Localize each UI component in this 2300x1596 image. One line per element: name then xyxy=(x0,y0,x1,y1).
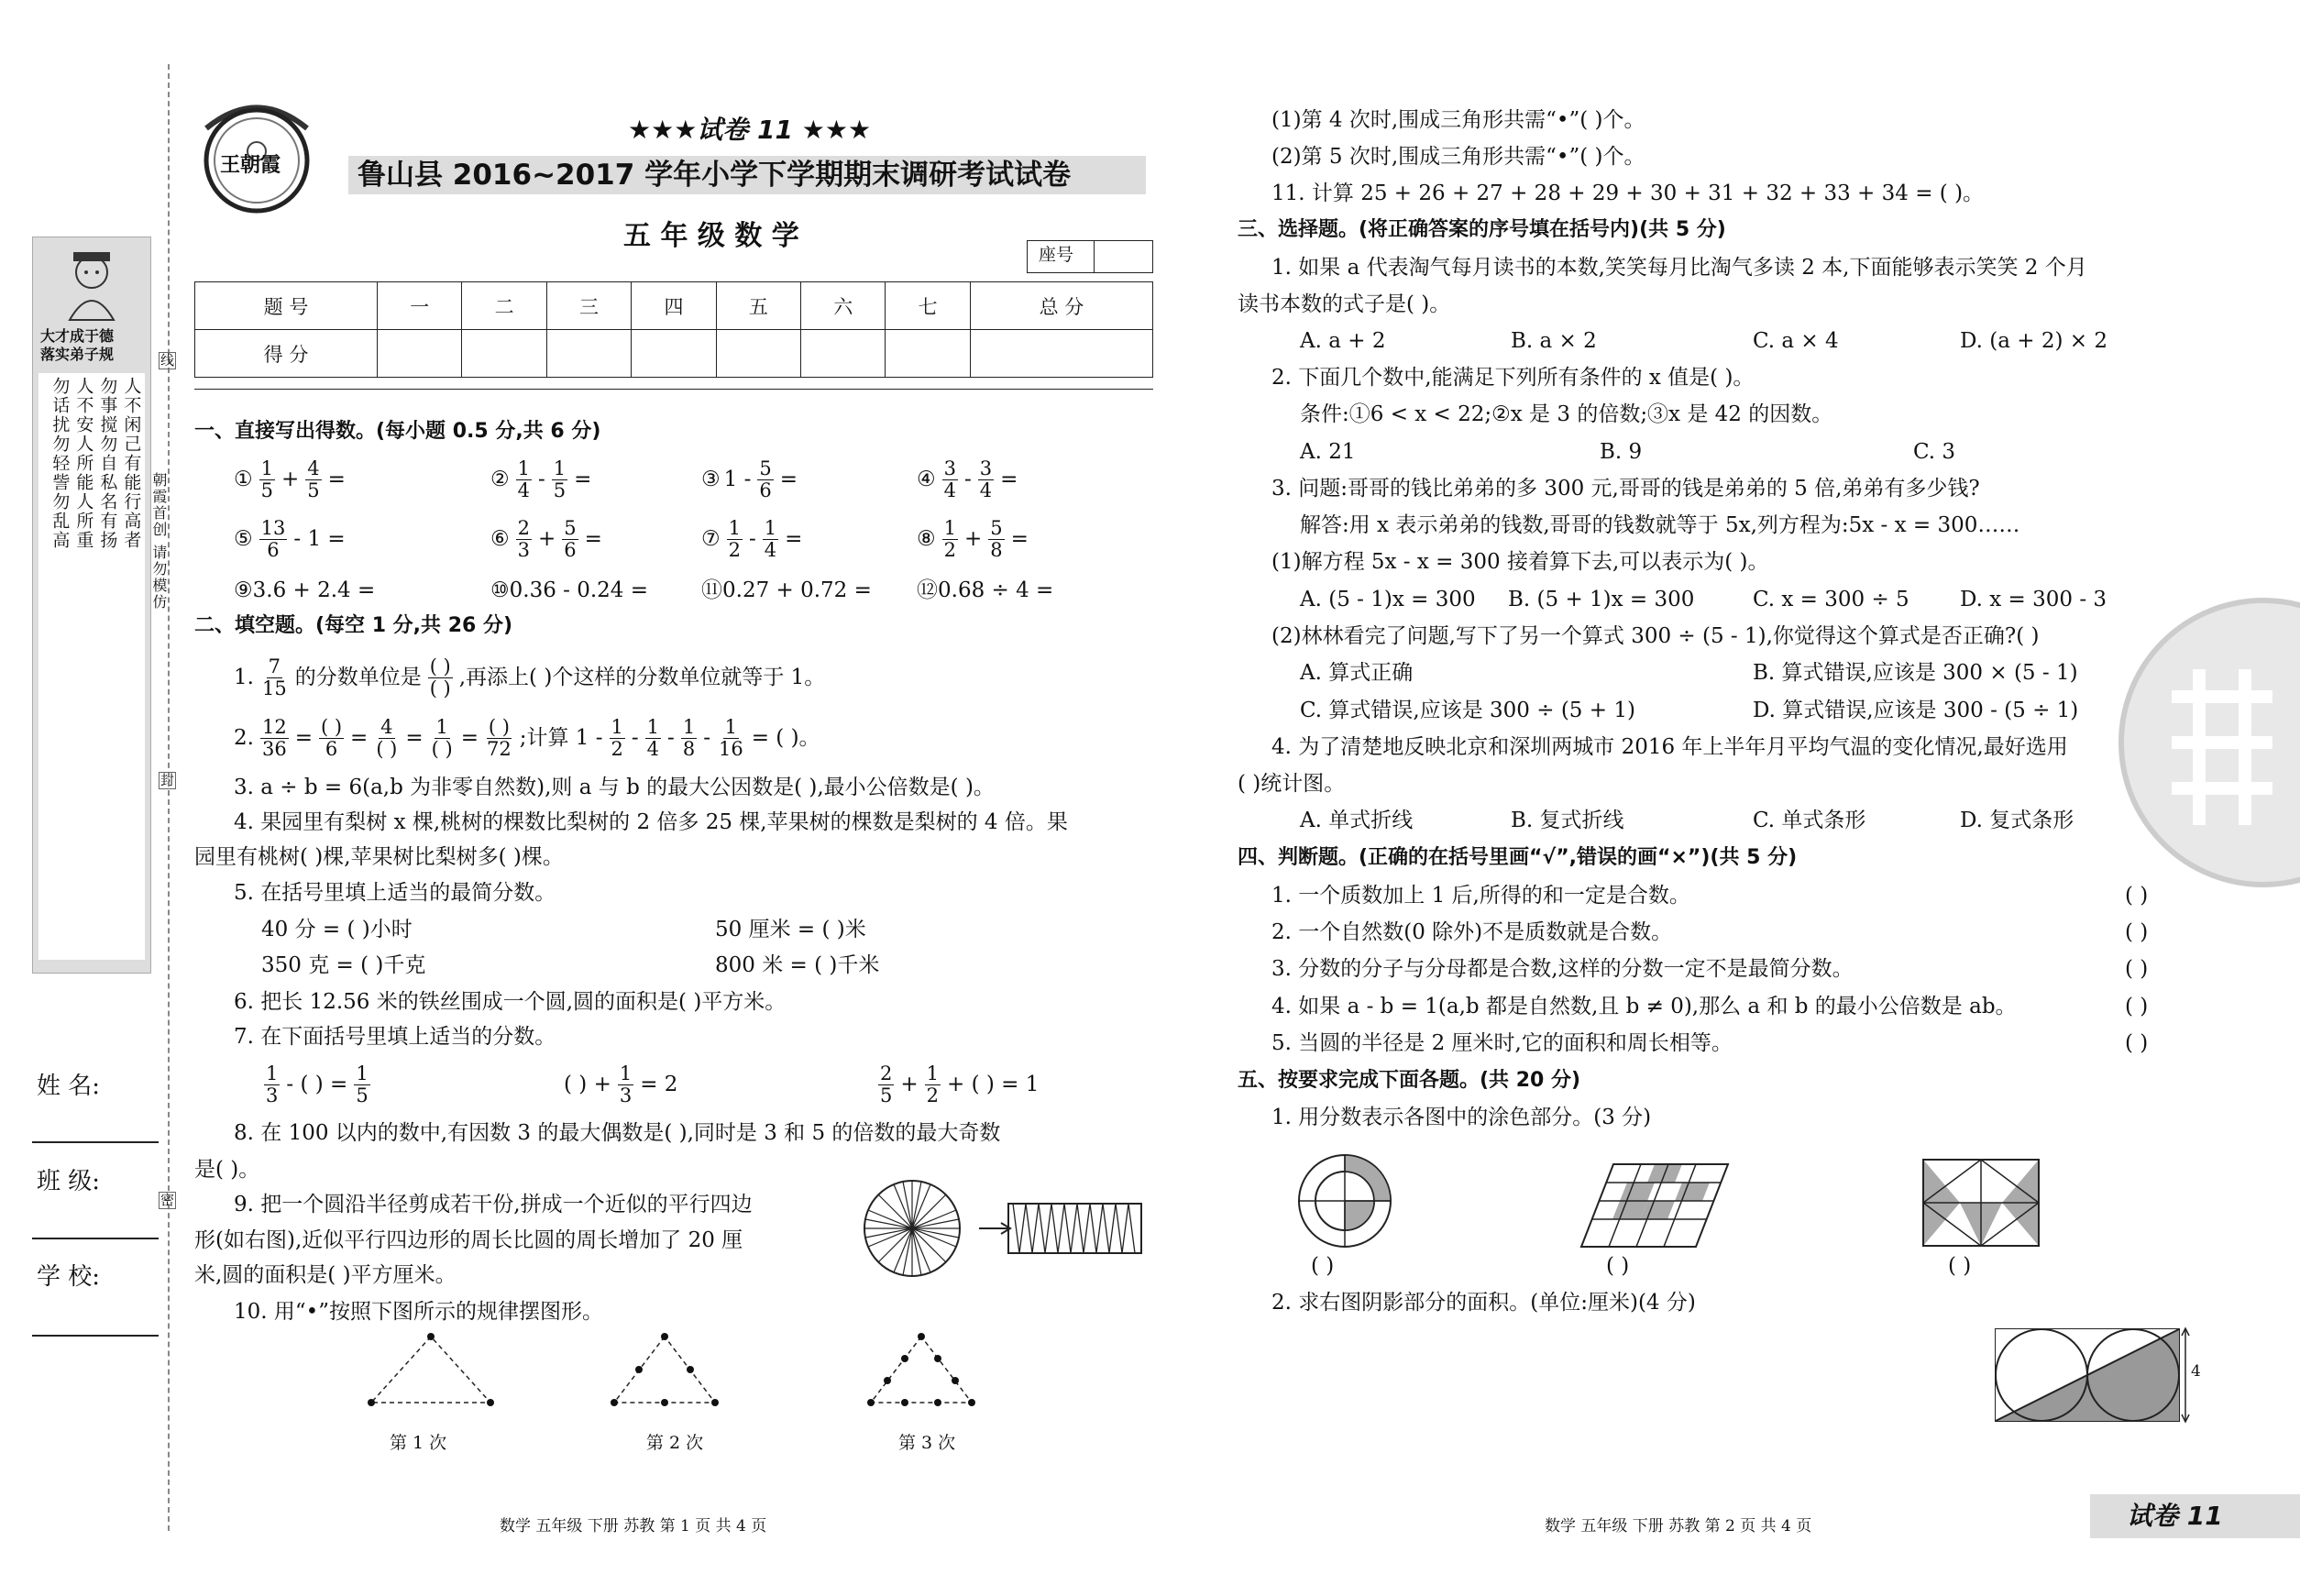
section-4-title: 四、判断题。(正确的在括号里画“√”,错误的画“×”)(共 5 分) xyxy=(1238,846,1798,869)
shaded-grid-figure xyxy=(1577,1160,1733,1251)
paper-tag: ★★★试卷 11 ★★★ xyxy=(628,115,872,145)
subject-title: 五 年 级 数 学 xyxy=(623,220,799,252)
pattern-label-2: 第 2 次 xyxy=(646,1433,704,1453)
score-row-label: 得 分 xyxy=(195,330,378,378)
name-line[interactable] xyxy=(32,1141,159,1143)
choice-q2-c: C. 3 xyxy=(1913,440,1956,464)
right-q10-2: (2)第 5 次时,围成三角形共需“•”( )个。 xyxy=(1271,145,1645,169)
calc-5: ⑤ $\frac{13}{6}$ - 1 = xyxy=(234,517,346,562)
choice-q1-b: B. a × 2 xyxy=(1511,329,1597,353)
choice-q3-sub1-c: C. x = 300 ÷ 5 xyxy=(1753,588,1909,611)
score-cell[interactable] xyxy=(632,330,716,378)
shaded-double-circle-figure xyxy=(1991,1325,2202,1425)
calc-12: ⑫0.68 ÷ 4 = xyxy=(917,578,1054,602)
dizigui-col-1: 人不闲己有能行高者 xyxy=(121,377,142,550)
choice-q3-sub1-a: A. (5 - 1)x = 300 xyxy=(1300,588,1476,611)
dizigui-col-4: 勿话扰勿轻訾勿乱高 xyxy=(50,377,71,550)
choice-q3-sub1-b: B. (5 + 1)x = 300 xyxy=(1508,588,1695,611)
judge-q2: 2. 一个自然数(0 除外)不是质数就是合数。 xyxy=(1271,920,1673,944)
margin-mark-seal: 封 xyxy=(160,772,175,788)
choice-q1-c: C. a × 4 xyxy=(1753,329,1839,353)
fill-q7-c: $\frac{2}{5}$ + $\frac{1}{2}$ + ( ) = 1 xyxy=(880,1062,1040,1107)
fig-answer-2[interactable]: ( ) xyxy=(1606,1254,1630,1278)
score-cell[interactable] xyxy=(970,330,1152,378)
motto-line-2: 落实弟子规 xyxy=(40,346,115,363)
task-q1: 1. 用分数表示各图中的涂色部分。(3 分) xyxy=(1271,1106,1652,1129)
calc-4: ④ $\frac{3}{4}$ - $\frac{3}{4}$ = xyxy=(917,457,1018,502)
class-label: 班 级: xyxy=(37,1168,101,1195)
shaded-square-figure xyxy=(1919,1155,2043,1250)
dashed-binding-line xyxy=(168,64,170,1531)
exam-title: 鲁山县 2016~2017 学年小学下学期期末调研考试试卷 xyxy=(358,159,1072,192)
shaded-circle-figure xyxy=(1294,1150,1395,1251)
score-cell[interactable] xyxy=(378,330,462,378)
score-header: 七 xyxy=(886,282,970,330)
fill-q2: 2. $\frac{12}{36}$ = $\frac{( )}{6}$ = $\frac{4}{( )}$ = $\frac{1}{( )}$ = $\frac{( )}{72}$ ;计算 1 - $\frac{1}{2}$ - $\frac{1}{4}$ - $\frac{1}{8}$ - $\frac{1}{16}$ = ( )。 xyxy=(234,716,820,761)
calc-3: ③ 1 - $\frac{5}{6}$ = xyxy=(701,457,798,502)
dizigui-col-3: 人不安人所能人所重 xyxy=(73,377,94,550)
seat-box[interactable] xyxy=(1027,240,1153,273)
score-cell[interactable] xyxy=(462,330,546,378)
fill-q5-d: 800 米 = ( )千米 xyxy=(715,953,880,977)
choice-q4-d: D. 复式条形 xyxy=(1960,809,2074,832)
scholar-illustration xyxy=(33,245,150,327)
choice-q3-sub2-a: A. 算式正确 xyxy=(1300,661,1414,685)
choice-q3-sub1: (1)解方程 5x - x = 300 接着算下去,可以表示为( )。 xyxy=(1271,550,1769,574)
fill-q5-c: 350 克 = ( )千克 xyxy=(261,953,426,977)
header-divider xyxy=(194,389,1153,390)
section-5-title: 五、按要求完成下面各题。(共 20 分) xyxy=(1238,1069,1581,1092)
fill-q5-a: 40 分 = ( )小时 xyxy=(261,918,413,941)
score-header: 二 xyxy=(462,282,546,330)
circle-to-parallelogram-figure xyxy=(862,1178,1146,1279)
calc-9: ⑨3.6 + 2.4 = xyxy=(234,578,376,602)
watermark-seal xyxy=(2117,596,2300,889)
choice-q3-sub2-c: C. 算式错误,应该是 300 ÷ (5 + 1) xyxy=(1300,699,1635,722)
choice-q1-line1: 1. 如果 a 代表淘气每月读书的本数,笑笑每月比淘气多读 2 本,下面能够表示笑笑 2 个月 xyxy=(1271,256,2087,280)
calc-1: ① $\frac{1}{5}$ + $\frac{4}{5}$ = xyxy=(234,457,346,502)
fill-q4-line1: 4. 果园里有梨树 x 棵,桃树的棵数比梨树的 2 倍多 25 棵,苹果树的棵数是梨树的 4 倍。果 xyxy=(234,810,1068,834)
judge-answer-2[interactable]: ( ) xyxy=(2125,920,2149,944)
section-3-title: 三、选择题。(将正确答案的序号填在括号内)(共 5 分) xyxy=(1238,218,1726,241)
choice-q1-line2: 读书本数的式子是( )。 xyxy=(1238,292,1451,316)
choice-q3-line2: 解答:用 x 表示弟弟的钱数,哥哥的钱数就等于 5x,列方程为:5x - x = 300…… xyxy=(1300,513,2020,537)
fill-q8-line2: 是( )。 xyxy=(194,1158,260,1182)
choice-q3-sub1-d: D. x = 300 - 3 xyxy=(1960,588,2107,611)
fill-q9-line1: 9. 把一个圆沿半径剪成若干份,拼成一个近似的平行四边 xyxy=(234,1193,753,1216)
fill-q7: 7. 在下面括号里填上适当的分数。 xyxy=(234,1025,556,1049)
corner-tag: 试卷 11 xyxy=(2127,1501,2223,1531)
fill-q9-line2: 形(如右图),近似平行四边形的周长比圆的周长增加了 20 厘 xyxy=(194,1228,743,1252)
choice-q4-b: B. 复式折线 xyxy=(1511,809,1624,832)
motto-line-1: 大才成于德 xyxy=(40,327,115,345)
fill-q5: 5. 在括号里填上适当的最简分数。 xyxy=(234,881,556,905)
choice-q2-line2: 条件:①6 < x < 22;②x 是 3 的倍数;③x 是 42 的因数。 xyxy=(1300,402,1833,426)
task-q2: 2. 求右图阴影部分的面积。(单位:厘米)(4 分) xyxy=(1271,1291,1696,1315)
calc-8: ⑧ $\frac{1}{2}$ + $\frac{5}{8}$ = xyxy=(917,517,1029,562)
fig-answer-3[interactable]: ( ) xyxy=(1948,1254,1972,1278)
page-1-footer: 数学 五年级 下册 苏教 第 1 页 共 4 页 xyxy=(500,1517,767,1535)
right-q10-1: (1)第 4 次时,围成三角形共需“•”( )个。 xyxy=(1271,108,1645,132)
class-line[interactable] xyxy=(32,1238,159,1239)
calc-10: ⑩0.36 - 0.24 = xyxy=(490,578,649,602)
fill-q8-line1: 8. 在 100 以内的数中,有因数 3 的最大偶数是( ),同时是 3 和 5 的倍数的最大奇数 xyxy=(234,1121,1001,1145)
school-line[interactable] xyxy=(32,1335,159,1337)
choice-q4-c: C. 单式条形 xyxy=(1753,809,1866,832)
calc-6: ⑥ $\frac{2}{3}$ + $\frac{5}{6}$ = xyxy=(490,517,602,562)
choice-q4-a: A. 单式折线 xyxy=(1300,809,1414,832)
choice-q2-a: A. 21 xyxy=(1300,440,1356,464)
score-cell[interactable] xyxy=(886,330,970,378)
judge-answer-3[interactable]: ( ) xyxy=(2125,957,2149,981)
score-header: 题 号 xyxy=(195,282,378,330)
section-2-title: 二、填空题。(每空 1 分,共 26 分) xyxy=(194,614,513,637)
choice-q4-line1: 4. 为了清楚地反映北京和深圳两城市 2016 年上半年月平均气温的变化情况,最好选用 xyxy=(1271,735,2068,759)
judge-q4: 4. 如果 a - b = 1(a,b 都是自然数,且 b ≠ 0),那么 a 和 b 的最小公倍数是 ab。 xyxy=(1271,995,2017,1018)
score-cell[interactable] xyxy=(716,330,800,378)
score-header: 六 xyxy=(801,282,886,330)
calc-11: ⑪0.27 + 0.72 = xyxy=(701,578,872,602)
score-header: 四 xyxy=(632,282,716,330)
seal-note: 朝霞首创 请勿模仿 xyxy=(149,472,168,611)
margin-mark-secret: 密 xyxy=(160,1192,175,1208)
choice-q1-a: A. a + 2 xyxy=(1300,329,1386,353)
fill-q1: 1. $\frac{7}{15}$ 的分数单位是 $\frac{( )}{( )}$ ,再添上( )个这样的分数单位就等于 1。 xyxy=(234,655,826,700)
choice-q2-b: B. 9 xyxy=(1600,440,1643,464)
score-header: 总 分 xyxy=(970,282,1152,330)
right-q11: 11. 计算 25 + 26 + 27 + 28 + 29 + 30 + 31 + 32 + 33 + 34 = ( )。 xyxy=(1271,182,1985,205)
score-cell[interactable] xyxy=(801,330,886,378)
choice-q1-d: D. (a + 2) × 2 xyxy=(1960,329,2107,353)
choice-q3-sub2-d: D. 算式错误,应该是 300 - (5 ÷ 1) xyxy=(1753,699,2079,722)
fill-q6: 6. 把长 12.56 米的铁丝围成一个圆,圆的面积是( )平方米。 xyxy=(234,990,787,1014)
fill-q9-line3: 米,圆的面积是( )平方厘米。 xyxy=(194,1263,457,1287)
fill-q7-a: $\frac{1}{3}$ - ( ) = $\frac{1}{5}$ xyxy=(266,1062,369,1107)
seat-label: 座号 xyxy=(1039,245,1074,265)
score-table xyxy=(194,281,1153,378)
pattern-label-3: 第 3 次 xyxy=(898,1433,956,1453)
dizigui-col-2: 勿事搅勿自私名有扬 xyxy=(97,377,118,550)
brand-logo-text: 王朝霞 xyxy=(220,154,281,177)
choice-q2-line1: 2. 下面几个数中,能满足下列所有条件的 x 值是( )。 xyxy=(1271,366,1755,390)
fill-q5-b: 50 厘米 = ( )米 xyxy=(715,918,866,941)
choice-q3-line1: 3. 问题:哥哥的钱比弟弟的多 300 元,哥哥的钱是弟弟的 5 倍,弟弟有多少钱? xyxy=(1271,477,1980,501)
choice-q3-sub2: (2)林林看完了问题,写下了另一个算式 300 ÷ (5 - 1),你觉得这个算式是否正确?( ) xyxy=(1271,624,2040,648)
school-label: 学 校: xyxy=(37,1263,101,1291)
score-header: 五 xyxy=(716,282,800,330)
choice-q4-line2: ( )统计图。 xyxy=(1238,772,1346,796)
fill-q4-line2: 园里有桃树( )棵,苹果树比梨树多( )棵。 xyxy=(194,845,564,869)
dot-triangles-figure xyxy=(348,1329,1045,1430)
section-1-title: 一、直接写出得数。(每小题 0.5 分,共 6 分) xyxy=(194,420,601,443)
page-2-footer: 数学 五年级 下册 苏教 第 2 页 共 4 页 xyxy=(1545,1517,1812,1535)
motto-box xyxy=(32,237,151,974)
judge-answer-1[interactable]: ( ) xyxy=(2125,884,2149,908)
judge-answer-5[interactable]: ( ) xyxy=(2125,1031,2149,1055)
judge-answer-4[interactable]: ( ) xyxy=(2125,995,2149,1018)
fill-q10: 10. 用“•”按照下图所示的规律摆图形。 xyxy=(234,1300,603,1324)
fill-q7-b: ( ) + $\frac{1}{3}$ = 2 xyxy=(564,1062,678,1107)
margin-mark-line: 线 xyxy=(160,352,175,369)
score-cell[interactable] xyxy=(546,330,631,378)
score-header: 三 xyxy=(546,282,631,330)
choice-q3-sub2-b: B. 算式错误,应该是 300 × (5 - 1) xyxy=(1753,661,2078,685)
calc-7: ⑦ $\frac{1}{2}$ - $\frac{1}{4}$ = xyxy=(701,517,803,562)
fig-answer-1[interactable]: ( ) xyxy=(1311,1254,1335,1278)
judge-q1: 1. 一个质数加上 1 后,所得的和一定是合数。 xyxy=(1271,884,1690,908)
dimension-label: 4 xyxy=(2191,1362,2201,1381)
name-label: 姓 名: xyxy=(37,1073,101,1100)
calc-2: ② $\frac{1}{4}$ - $\frac{1}{5}$ = xyxy=(490,457,592,502)
judge-q3: 3. 分数的分子与分母都是合数,这样的分数一定不是最简分数。 xyxy=(1271,957,1854,981)
pattern-label-1: 第 1 次 xyxy=(390,1433,447,1453)
judge-q5: 5. 当圆的半径是 2 厘米时,它的面积和周长相等。 xyxy=(1271,1031,1733,1055)
score-header: 一 xyxy=(378,282,462,330)
fill-q3: 3. a ÷ b = 6(a,b 为非零自然数),则 a 与 b 的最大公因数是( ),最小公倍数是( )。 xyxy=(234,776,995,799)
